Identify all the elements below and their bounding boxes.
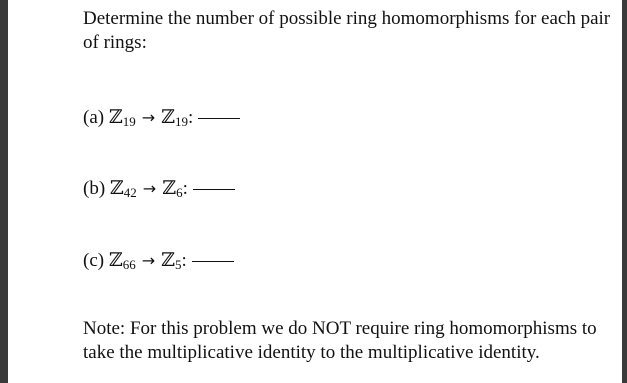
domain-ring: ℤ$_{66}$ [108,249,136,272]
codomain-ring: ℤ$_5$ [161,249,182,272]
colon: : [188,107,194,128]
domain-ring: ℤ$_{42}$ [109,177,137,200]
problem-part-b [83,176,235,201]
problem-part-a [83,105,240,130]
domain-ring: ℤ$_{19}$ [108,106,136,129]
codomain-ring: ℤ$_{19}$ [161,106,188,129]
part-label: (b) [83,178,106,199]
arrow-icon: → [141,108,156,127]
answer-blank[interactable] [192,260,234,262]
problem-part-c [83,248,234,273]
answer-blank[interactable] [198,117,240,119]
answer-blank[interactable] [193,188,235,190]
codomain-ring: ℤ$_6$ [162,177,183,200]
problem-note: Note: For this problem we do NOT require ring homomorphisms to take the multiplicative identity to the multiplicative identity. [83,318,597,363]
colon: : [182,178,188,199]
part-label: (c) [83,250,105,271]
problem-intro: Determine the number of possible ring homomorphisms for each pair of rings: [83,8,611,53]
arrow-icon: → [141,251,156,270]
part-label: (a) [83,107,105,128]
colon: : [181,250,187,271]
window-left-border [0,0,8,383]
arrow-icon: → [142,179,157,198]
